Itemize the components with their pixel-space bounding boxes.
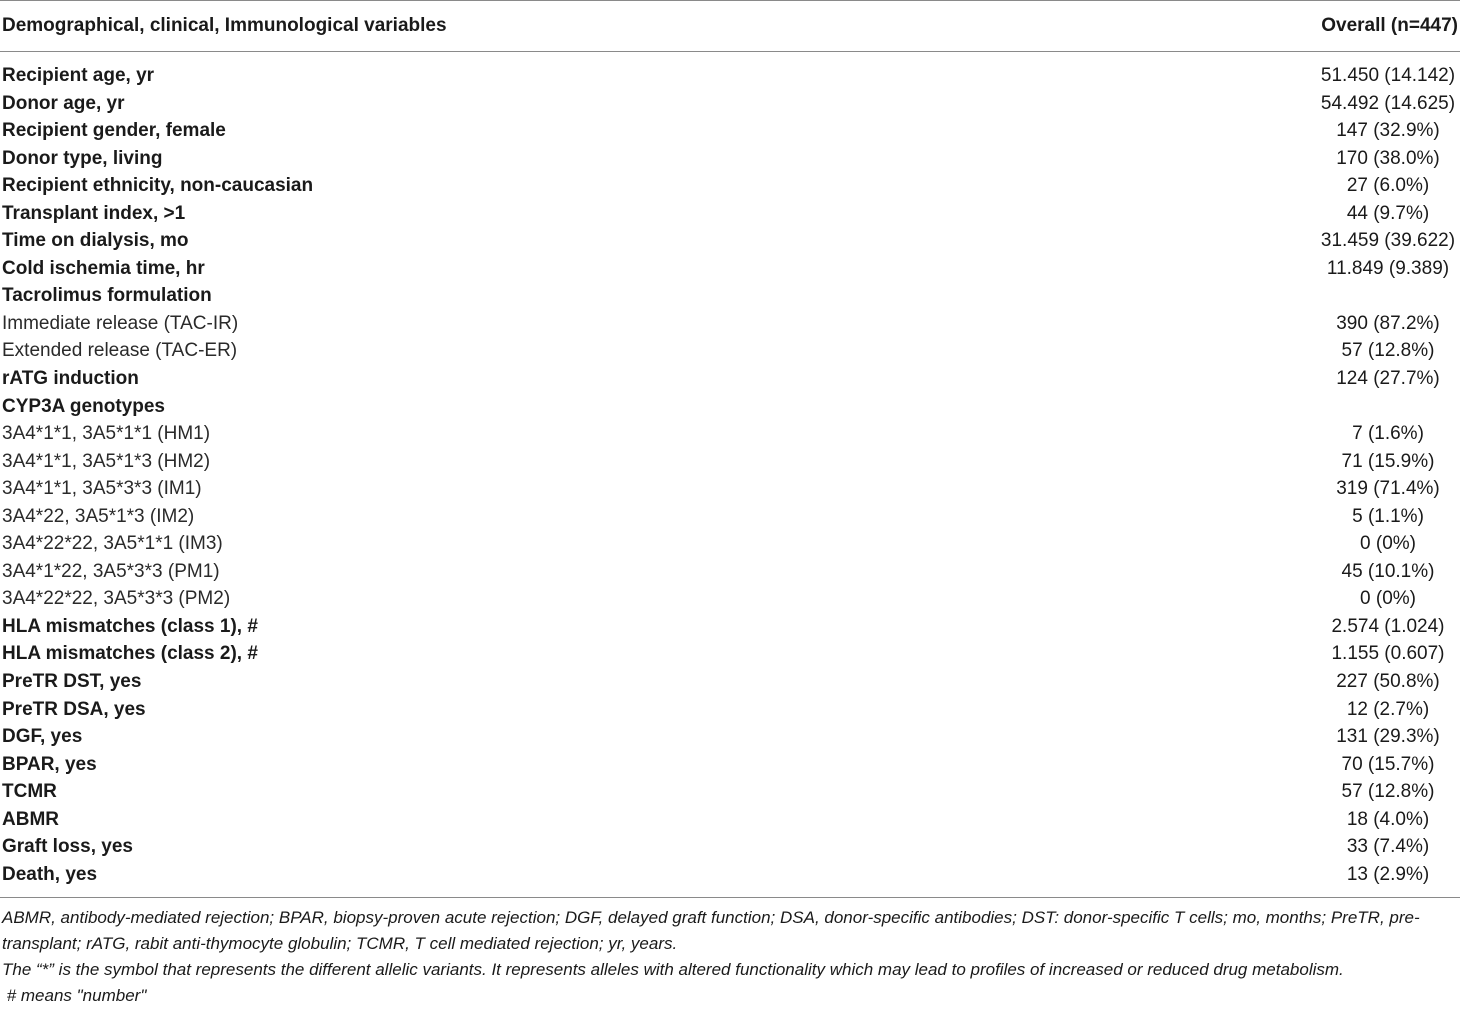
row-label: HLA mismatches (class 2), # <box>2 643 258 665</box>
row-value: 31.459 (39.622) <box>1320 230 1456 252</box>
table-row <box>0 778 1460 806</box>
row-label: Tacrolimus formulation <box>2 285 212 307</box>
row-label: PreTR DST, yes <box>2 671 142 693</box>
row-value: 319 (71.4%) <box>1336 478 1440 500</box>
table-row <box>0 200 1460 228</box>
row-label: ABMR <box>2 808 59 830</box>
table-row <box>0 448 1460 476</box>
footnote-allele-symbol: The “*” is the symbol that represents the different allelic variants. It represents alleles with altered functionality which may lead to profiles of increased or reduced drug metabolism. <box>2 960 1344 979</box>
table-bottom-rule <box>0 897 1460 898</box>
table-row <box>0 503 1460 531</box>
row-value: 124 (27.7%) <box>1336 368 1440 390</box>
header-overall-label: Overall (n=447) <box>1321 15 1458 36</box>
table-footnotes <box>2 905 1458 1009</box>
table-row <box>0 806 1460 834</box>
row-label: Cold ischemia time, hr <box>2 257 205 279</box>
table-row <box>0 255 1460 283</box>
row-value: 147 (32.9%) <box>1336 120 1440 142</box>
row-value: 0 (0%) <box>1360 588 1416 610</box>
table-row <box>0 172 1460 200</box>
table-row <box>0 530 1460 558</box>
table-row <box>0 696 1460 724</box>
row-label: PreTR DSA, yes <box>2 698 146 720</box>
header-variables-label: Demographical, clinical, Immunological variables <box>2 15 447 36</box>
row-value: 12 (2.7%) <box>1346 698 1430 720</box>
table-row <box>0 585 1460 613</box>
footnote-abbreviations: ABMR, antibody-mediated rejection; BPAR, biopsy-proven acute rejection; DGF, delayed graft function; DSA, donor-specific antibodies; DST: donor-specific T cells; mo, months; PreTR, pre-transplant; rATG, rabit anti-thymocyte globulin; TCMR, T cell mediated rejection; yr, years. <box>2 908 1420 953</box>
row-label: 3A4*22, 3A5*1*3 (IM2) <box>2 505 195 527</box>
row-label: DGF, yes <box>2 726 83 748</box>
row-label: 3A4*1*22, 3A5*3*3 (PM1) <box>2 560 220 582</box>
row-value: 390 (87.2%) <box>1336 312 1440 334</box>
row-label: Time on dialysis, mo <box>2 230 189 252</box>
row-value: 2.574 (1.024) <box>1331 615 1445 637</box>
table-row <box>0 668 1460 696</box>
row-value: 11.849 (9.389) <box>1326 257 1450 279</box>
row-value: 54.492 (14.625) <box>1320 92 1456 114</box>
table-row <box>0 613 1460 641</box>
row-value: 57 (12.8%) <box>1341 781 1435 803</box>
row-value: 7 (1.6%) <box>1352 423 1424 445</box>
row-value: 0 (0%) <box>1360 533 1416 555</box>
table-row <box>0 365 1460 393</box>
row-label: 3A4*1*1, 3A5*3*3 (IM1) <box>2 478 202 500</box>
row-label: Recipient age, yr <box>2 65 155 86</box>
row-value: 1.155 (0.607) <box>1331 643 1445 665</box>
row-label: CYP3A genotypes <box>2 395 165 417</box>
row-value: 131 (29.3%) <box>1336 726 1440 748</box>
footnote-hash-symbol: # means "number" <box>2 986 147 1005</box>
table-row <box>0 640 1460 668</box>
table-row <box>0 420 1460 448</box>
row-label: 3A4*22*22, 3A5*3*3 (PM2) <box>2 588 231 610</box>
header-bottom-rule <box>0 51 1460 52</box>
table-row <box>0 337 1460 365</box>
table-row <box>0 227 1460 255</box>
row-label: Death, yes <box>2 863 98 885</box>
row-value: 57 (12.8%) <box>1341 340 1435 362</box>
row-label: 3A4*1*1, 3A5*1*3 (HM2) <box>2 450 211 472</box>
row-label: Transplant index, >1 <box>2 202 186 224</box>
row-value: 227 (50.8%) <box>1336 671 1440 693</box>
row-value: 170 (38.0%) <box>1336 147 1440 169</box>
row-value: 51.450 (14.142) <box>1320 65 1456 86</box>
row-label: BPAR, yes <box>2 753 97 775</box>
row-label: TCMR <box>2 781 57 803</box>
row-value: 33 (7.4%) <box>1346 836 1430 858</box>
row-value: 27 (6.0%) <box>1346 175 1430 197</box>
table-header <box>0 0 1460 52</box>
table-row <box>0 723 1460 751</box>
table-body <box>0 62 1460 888</box>
row-value: 5 (1.1%) <box>1352 505 1424 527</box>
row-label: Immediate release (TAC-IR) <box>2 312 239 334</box>
table-row <box>0 310 1460 338</box>
row-label: 3A4*1*1, 3A5*1*1 (HM1) <box>2 423 211 445</box>
table-row <box>0 393 1460 421</box>
table-row <box>0 751 1460 779</box>
row-value: 44 (9.7%) <box>1346 202 1430 224</box>
table-row <box>0 282 1460 310</box>
row-value: 18 (4.0%) <box>1346 808 1430 830</box>
row-label: Donor age, yr <box>2 92 125 114</box>
row-label: 3A4*22*22, 3A5*1*1 (IM3) <box>2 533 223 555</box>
row-label: HLA mismatches (class 1), # <box>2 615 258 637</box>
table-row <box>0 861 1460 889</box>
row-label: Recipient ethnicity, non-caucasian <box>2 175 314 197</box>
row-label: Extended release (TAC-ER) <box>2 340 238 362</box>
row-label: Graft loss, yes <box>2 836 133 858</box>
row-value: 45 (10.1%) <box>1341 560 1435 582</box>
table-row <box>0 62 1460 90</box>
table-row <box>0 558 1460 586</box>
table-row <box>0 90 1460 118</box>
table-row <box>0 833 1460 861</box>
row-label: Recipient gender, female <box>2 120 226 142</box>
table-row <box>0 117 1460 145</box>
row-value: 13 (2.9%) <box>1346 863 1430 885</box>
table-row <box>0 145 1460 173</box>
row-label: rATG induction <box>2 368 139 390</box>
row-value: 70 (15.7%) <box>1341 753 1435 775</box>
row-label: Donor type, living <box>2 147 163 169</box>
table-row <box>0 475 1460 503</box>
row-value: 71 (15.9%) <box>1341 450 1435 472</box>
